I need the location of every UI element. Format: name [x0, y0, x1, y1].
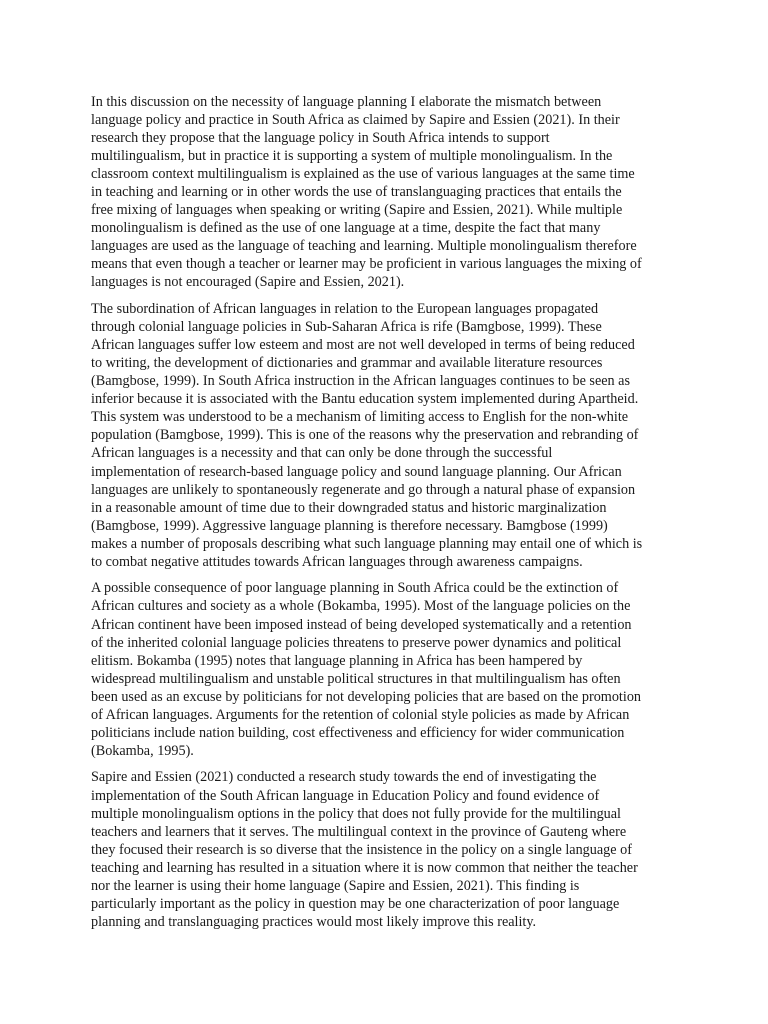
text-line: of African languages. Arguments for the retention of colonial style policies as made by African	[91, 706, 630, 723]
text-line: makes a number of proposals describing what such language planning may entail one of which is	[91, 535, 643, 552]
text-line: nor the learner is using their home language (Sapire and Essien, 2021). This finding is	[91, 877, 580, 894]
document-body	[91, 93, 686, 939]
text-line: In this discussion on the necessity of language planning I elaborate the mismatch between	[91, 94, 602, 110]
text-line: The subordination of African languages in relation to the European languages propagated	[91, 301, 599, 318]
text-line: in a reasonable amount of time due to their downgraded status and historic marginalization	[91, 499, 607, 516]
text-line: elitism. Bokamba (1995) notes that language planning in Africa has been hampered by	[91, 652, 583, 669]
text-line: means that even though a teacher or learner may be proficient in various languages the mixing of	[91, 256, 642, 273]
paragraph	[91, 768, 686, 930]
text-line: This system was understood to be a mechanism of limiting access to English for the non-white	[91, 409, 629, 426]
text-line: African continent have been imposed instead of being developed systematically and a retention	[91, 616, 632, 633]
text-line: in teaching and learning or in other words the use of translanguaging practices that entails the	[91, 184, 622, 201]
text-line: to combat negative attitudes towards African languages through awareness campaigns.	[91, 553, 583, 570]
text-line: widespread multilingualism and unstable political structures in that multilingualism has often	[91, 670, 621, 687]
text-line: implementation of research-based language policy and sound language planning. Our African	[91, 463, 622, 480]
text-line: languages are used as the language of teaching and learning. Multiple monolingualism therefore	[91, 238, 637, 255]
text-line: through colonial language policies in Sub-Saharan Africa is rife (Bamgbose, 1999). These	[91, 319, 602, 336]
text-line: classroom context multilingualism is explained as the use of various languages at the same time	[91, 166, 635, 183]
text-line: (Bokamba, 1995).	[91, 742, 194, 759]
text-line: multilingualism, but in practice it is supporting a system of multiple monolingualism. In the	[91, 148, 613, 165]
text-line: Sapire and Essien (2021) conducted a research study towards the end of investigating the	[91, 769, 597, 786]
text-line: language policy and practice in South Africa as claimed by Sapire and Essien (2021). In their	[91, 112, 620, 129]
text-line: free mixing of languages when speaking or writing (Sapire and Essien, 2021). While multiple	[91, 202, 623, 219]
text-line: research they propose that the language policy in South Africa intends to support	[91, 130, 550, 147]
text-line: multiple monolingualism options in the policy that does not fully provide for the multilingual	[91, 805, 622, 822]
text-line: particularly important as the policy in question may be one characterization of poor language	[91, 895, 620, 912]
text-line: teaching and learning has resulted in a situation where it is now common that neither the teacher	[91, 859, 638, 876]
paragraph	[91, 579, 686, 759]
text-line: population (Bamgbose, 1999). This is one of the reasons why the preservation and rebranding of	[91, 427, 639, 444]
text-line: African languages suffer low esteem and most are not well developed in terms of being reduced	[91, 337, 635, 354]
paragraph	[91, 93, 686, 292]
paragraph	[91, 300, 686, 571]
text-line: languages is not encouraged (Sapire and Essien, 2021).	[91, 274, 405, 291]
text-line: to writing, the development of dictionaries and grammar and available literature resources	[91, 355, 603, 372]
text-line: (Bamgbose, 1999). Aggressive language planning is therefore necessary. Bamgbose (1999)	[91, 517, 608, 534]
text-line: African cultures and society as a whole (Bokamba, 1995). Most of the language policies on the	[91, 598, 631, 615]
text-line: African languages is a necessity and that can only be done through the successful	[91, 445, 553, 462]
text-line: monolingualism is defined as the use of one language at a time, despite the fact that many	[91, 220, 601, 237]
text-line: inferior because it is associated with the Bantu education system implemented during Apartheid.	[91, 391, 639, 408]
text-line: of the inherited colonial language policies threatens to preserve power dynamics and political	[91, 634, 622, 651]
text-line: planning and translanguaging practices would most likely improve this reality.	[91, 913, 537, 930]
text-line: A possible consequence of poor language planning in South Africa could be the extinction of	[91, 580, 619, 597]
text-line: (Bamgbose, 1999). In South Africa instruction in the African languages continues to be seen as	[91, 373, 630, 390]
text-line: they focused their research is so diverse that the insistence in the policy on a single language of	[91, 841, 632, 858]
text-line: implementation of the South African language in Education Policy and found evidence of	[91, 787, 600, 804]
text-line: languages are unlikely to spontaneously regenerate and go through a natural phase of expansion	[91, 481, 636, 498]
text-line: teachers and learners that it serves. The multilingual context in the province of Gauteng where	[91, 823, 627, 840]
text-line: been used as an excuse by politicians for not developing policies that are based on the promotion	[91, 688, 642, 705]
text-line: politicians include nation building, cost effectiveness and efficiency for wider communication	[91, 724, 625, 741]
